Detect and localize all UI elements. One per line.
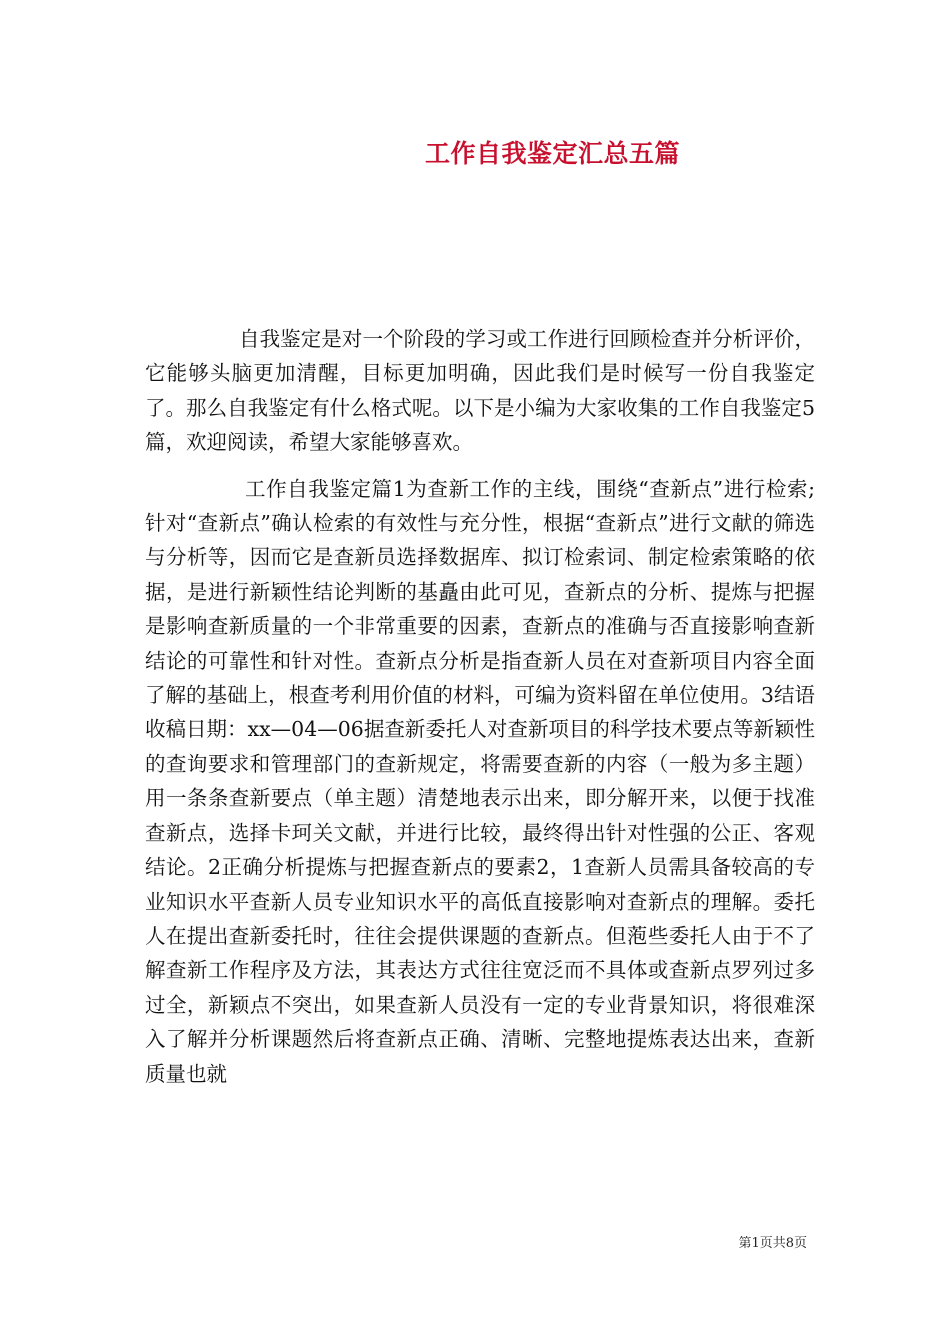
paragraph-intro: 自我鉴定是对一个阶段的学习或工作进行回顾检查并分析评价，它能够头脑更加清醒，目标更加明确，因此我们是时候写一份自我鉴定了。那么自我鉴定有什么格式呢。以下是小编为大家收集的工作自我鉴定5篇，欢迎阅读，希望大家能够喜欢。: [145, 327, 815, 455]
document-body: [145, 322, 815, 1103]
page-title: 工作自我鉴定汇总五篇: [424, 139, 680, 168]
paragraph-article-1: 工作自我鉴定篇1为查新工作的主线，围绕“查新点”进行检索;针对“查新点”确认检索的有效性与充分性，根据“查新点”进行文献的筛选与分析等，因而它是查新员选择数据库、拟订检索词、制定检索策略的依据，是进行新颖性结论判断的基矗由此可见，查新点的分析、提炼与把握是影响查新质量的一个非常重要的因素，查新点的准确与否直接影响查新结论的可靠性和针对性。查新点分析是指查新人员在对查新项目内容全面了解的基础上，根查考利用价值的材料，可编为资料留在单位使用。3结语收稿日期：xx—04—06据查新委托人对查新项目的科学技术要点等新颖性的查询要求和管理部门的查新规定，将需要查新的内容（一般为多主题）用一条条查新要点（单主题）清楚地表示出来，即分解开来，以便于找准查新点，选择卡珂关文献，并进行比较，最终得出针对性强的公正、客观结论。2正确分析提炼与把握查新点的要素2，1查新人员需具备较高的专业知识水平查新人员专业知识水平的高低直接影响对查新点的理解。委托人在提出查新委托时，往往会提供课题的查新点。但萢些委托人由于不了解查新工作程序及方法，其表达方式往往宽泛而不具体或查新点罗列过多过全，新颖点不突出，如果查新人员没有一定的专业背景知识，将很难深入了解并分析课题然后将查新点正确、清晰、完整地提炼表达出来，查新质量也就: [145, 476, 815, 1086]
page-number: 第1页共8页: [738, 1236, 807, 1251]
